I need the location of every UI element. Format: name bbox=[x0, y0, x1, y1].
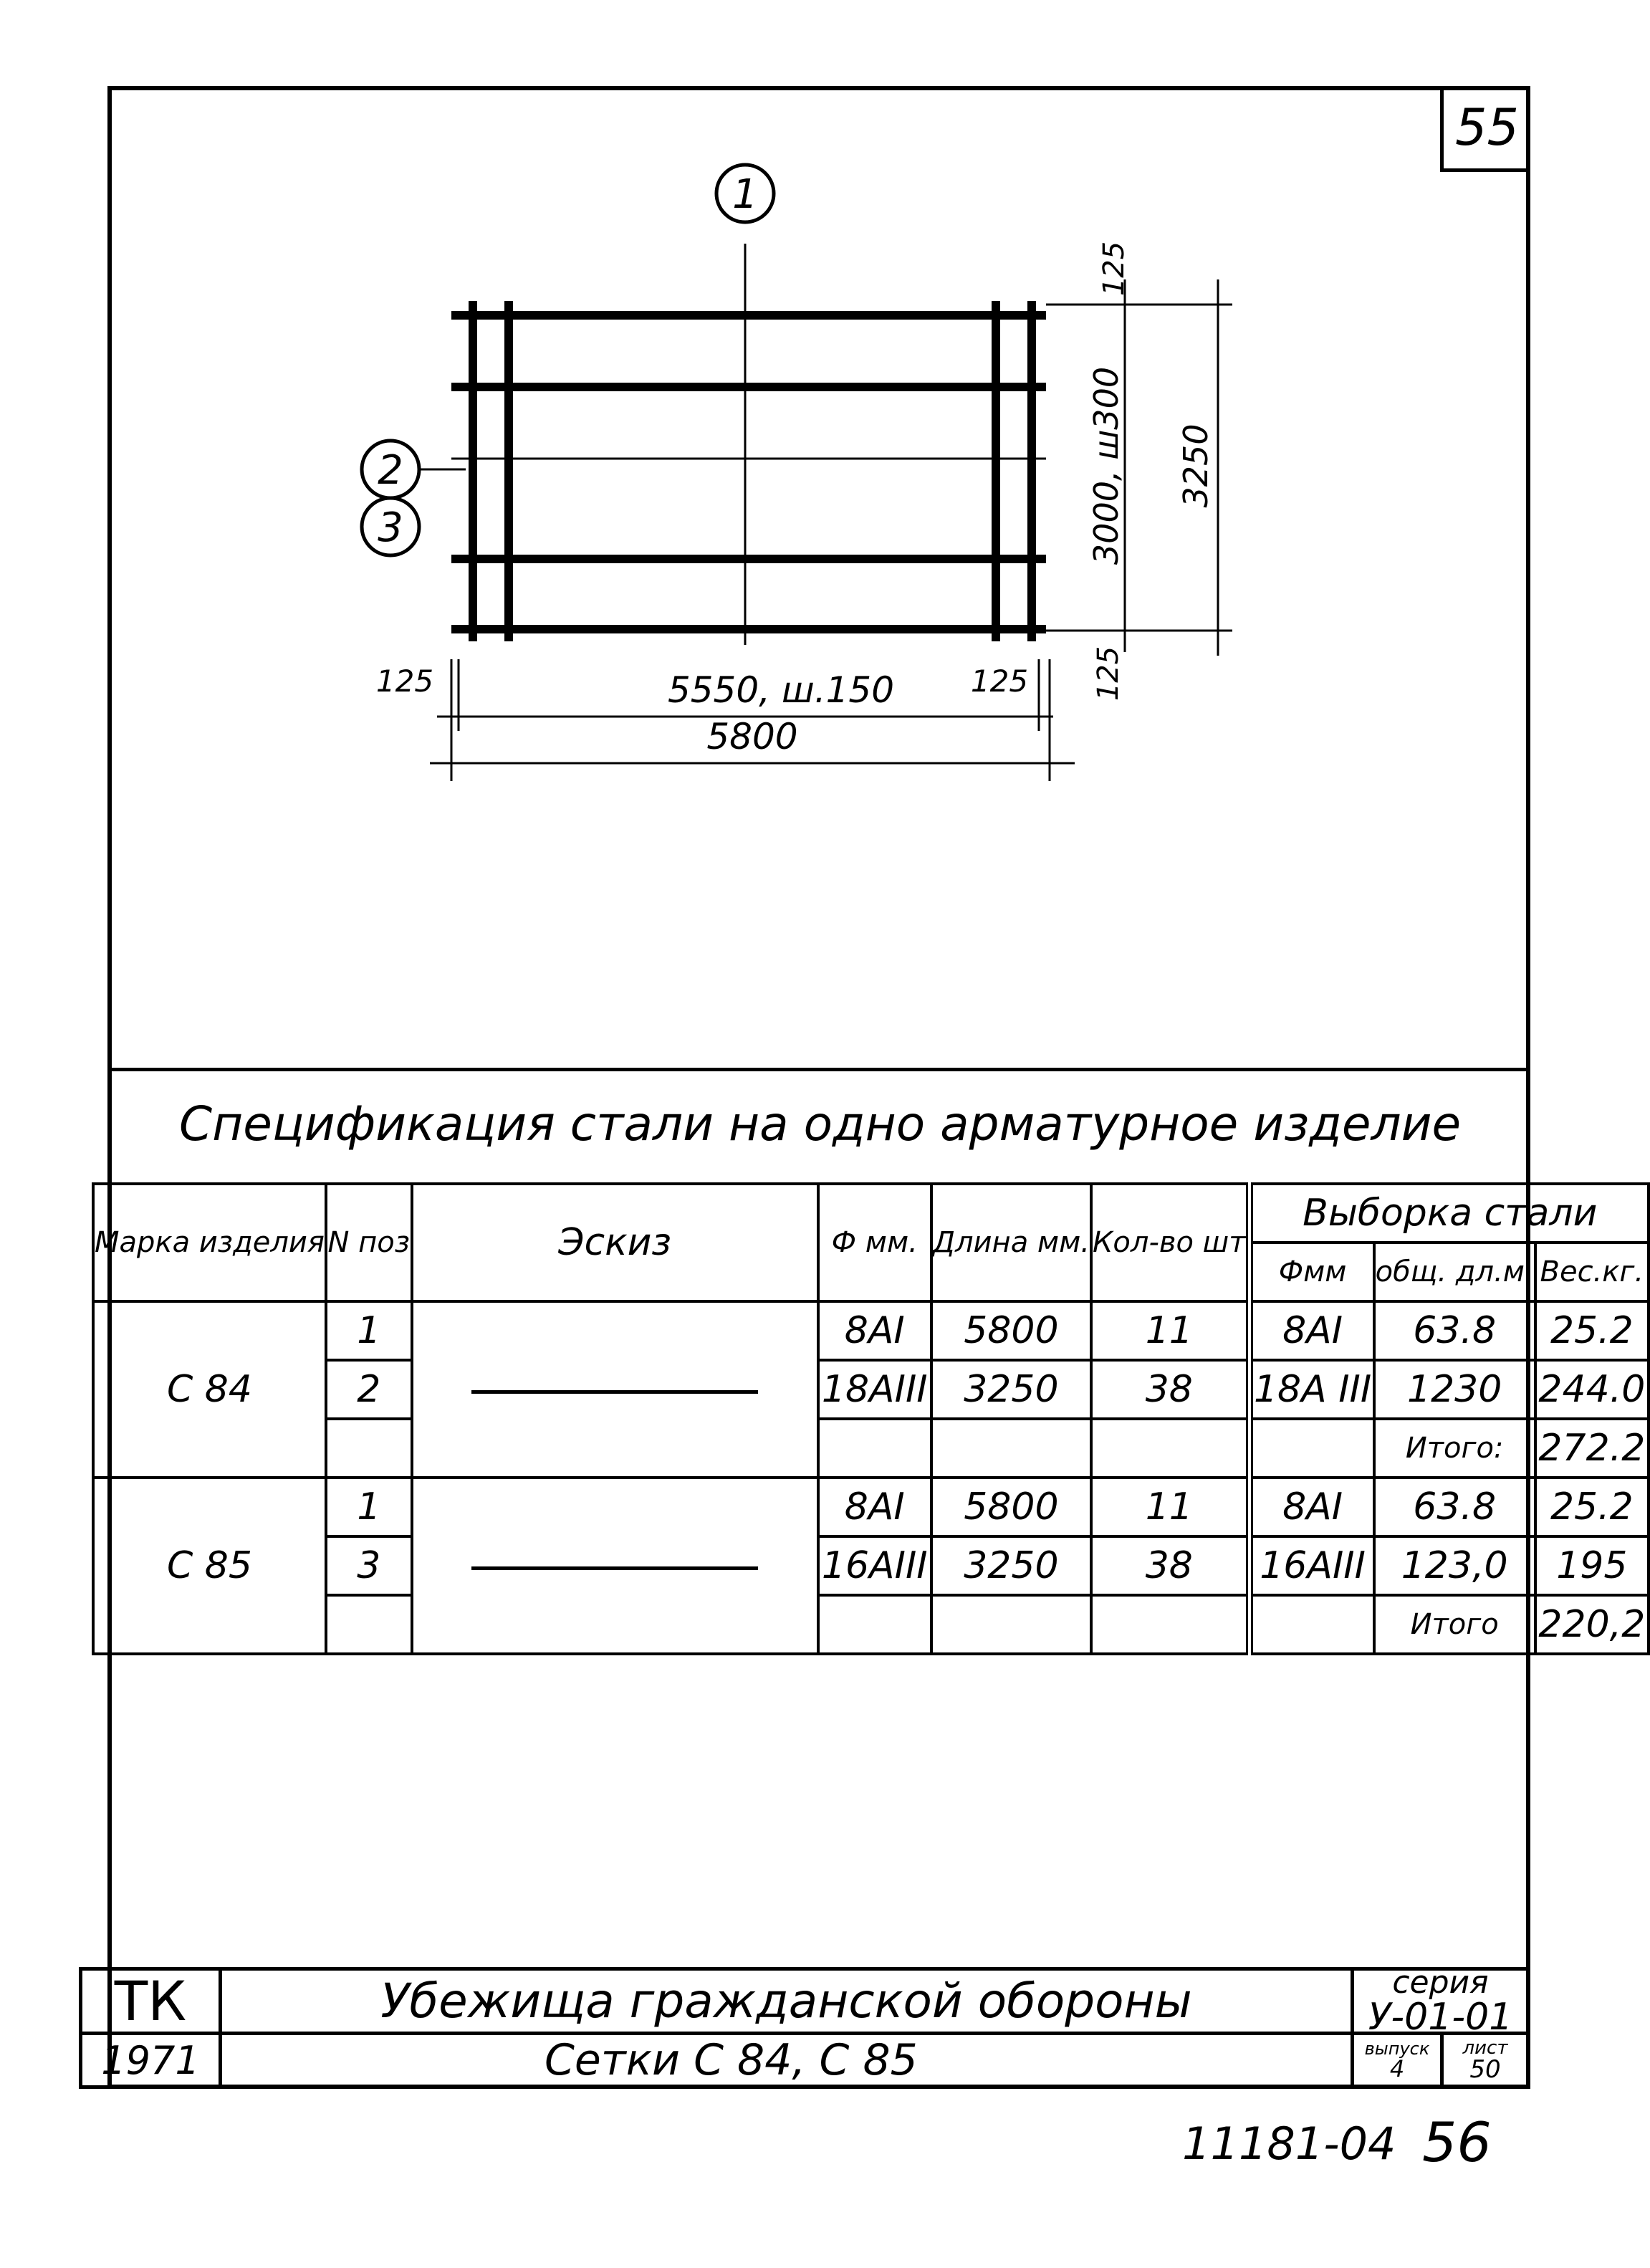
product-mark: С 84 bbox=[93, 1301, 326, 1478]
total-label: Итого bbox=[1374, 1595, 1535, 1654]
total-weight: 272.2 bbox=[1535, 1419, 1649, 1478]
header-mark: Марка изделия bbox=[93, 1184, 326, 1301]
callout-3-label: 3 bbox=[378, 504, 403, 551]
issue-value: 4 bbox=[1389, 2055, 1405, 2082]
issue-cell bbox=[1351, 2032, 1444, 2089]
row-pos: 1 bbox=[326, 1478, 412, 1536]
corner-sheet-number: 55 bbox=[1440, 86, 1530, 172]
product-mark: С 85 bbox=[93, 1478, 326, 1654]
row-length: 5800 bbox=[931, 1301, 1091, 1360]
dim-bottom-offset: 125 bbox=[1092, 646, 1125, 702]
dim-overall-height: 3250 bbox=[1176, 424, 1215, 508]
row-total-len: 63.8 bbox=[1374, 1301, 1535, 1360]
sheet-label: лист bbox=[1462, 2037, 1508, 2059]
row-count: 11 bbox=[1091, 1301, 1250, 1360]
table-row bbox=[93, 1478, 1649, 1536]
row-length: 5800 bbox=[931, 1478, 1091, 1536]
row-weight: 244.0 bbox=[1535, 1360, 1649, 1419]
row-diam: 8AI bbox=[818, 1301, 931, 1360]
header-selection: Выборка стали bbox=[1250, 1184, 1649, 1243]
header-sel-total-len: общ. дл.м. bbox=[1374, 1243, 1535, 1301]
mesh-drawing bbox=[0, 0, 1650, 1039]
row-total-len: 123,0 bbox=[1374, 1536, 1535, 1595]
header-sel-weight: Вес.кг. bbox=[1535, 1243, 1649, 1301]
row-sketch bbox=[412, 1301, 818, 1478]
row-pos: 3 bbox=[326, 1536, 412, 1595]
spec-title: Спецификация стали на одно арматурное изделие bbox=[179, 1096, 1462, 1152]
row-length: 3250 bbox=[931, 1536, 1091, 1595]
row-sketch bbox=[412, 1478, 818, 1654]
project-title: Убежища гражданской обороны bbox=[219, 1967, 1354, 2035]
header-length: Длина мм. bbox=[931, 1184, 1091, 1301]
row-diam: 16AIII bbox=[818, 1536, 931, 1595]
dim-top-offset: 125 bbox=[1098, 241, 1131, 297]
issue-label: выпуск bbox=[1364, 2039, 1430, 2059]
row-count: 11 bbox=[1091, 1478, 1250, 1536]
table-row bbox=[93, 1536, 1649, 1595]
row-count: 38 bbox=[1091, 1360, 1250, 1419]
row-weight: 195 bbox=[1535, 1536, 1649, 1595]
header-count: Кол-во шт bbox=[1091, 1184, 1250, 1301]
sheet-no-value: 50 bbox=[1469, 2055, 1501, 2084]
sheet-no-cell bbox=[1440, 2032, 1530, 2089]
header-diam: Ф мм. bbox=[818, 1184, 931, 1301]
row-diam: 8AI bbox=[818, 1478, 931, 1536]
table-row-total bbox=[93, 1419, 1649, 1478]
doc-code: 11181-04 bbox=[1182, 2118, 1396, 2170]
row-sel-diam: 18A III bbox=[1250, 1360, 1374, 1419]
series-label: серия bbox=[1392, 1963, 1489, 2001]
callout-1-label: 1 bbox=[732, 171, 758, 218]
sheet-title: Сетки С 84, С 85 bbox=[219, 2032, 1354, 2089]
spec-table bbox=[92, 1182, 1650, 1655]
row-diam: 18AIII bbox=[818, 1360, 931, 1419]
row-count: 38 bbox=[1091, 1536, 1250, 1595]
header-sketch: Эскиз bbox=[412, 1184, 818, 1301]
table-row bbox=[93, 1301, 1649, 1360]
row-sel-diam: 16AIII bbox=[1250, 1536, 1374, 1595]
org-code: ТК bbox=[79, 1967, 222, 2035]
title-block bbox=[79, 1963, 1530, 2089]
row-sel-diam: 8AI bbox=[1250, 1478, 1374, 1536]
table-row bbox=[93, 1360, 1649, 1419]
total-weight: 220,2 bbox=[1535, 1595, 1649, 1654]
total-label: Итого: bbox=[1374, 1419, 1535, 1478]
table-row-total bbox=[93, 1595, 1649, 1654]
row-pos: 2 bbox=[326, 1360, 412, 1419]
row-total-len: 63.8 bbox=[1374, 1478, 1535, 1536]
bar-sketch bbox=[471, 1390, 758, 1394]
series-cell bbox=[1351, 1963, 1530, 2039]
year: 1971 bbox=[79, 2032, 222, 2089]
row-weight: 25.2 bbox=[1535, 1478, 1649, 1536]
row-pos: 1 bbox=[326, 1301, 412, 1360]
divider-drawing-spec bbox=[107, 1068, 1530, 1071]
row-total-len: 1230 bbox=[1374, 1360, 1535, 1419]
row-weight: 25.2 bbox=[1535, 1301, 1649, 1360]
page-number: 56 bbox=[1422, 2110, 1492, 2174]
dim-vertical-span: 3000, ш300 bbox=[1087, 366, 1126, 565]
row-sel-diam: 8AI bbox=[1250, 1301, 1374, 1360]
dim-horizontal-span: 5550, ш.150 bbox=[667, 669, 895, 711]
header-sel-diam: Фмм bbox=[1250, 1243, 1374, 1301]
dim-overall-width: 5800 bbox=[706, 716, 798, 757]
header-pos: N поз bbox=[326, 1184, 412, 1301]
dim-right-offset: 125 bbox=[970, 664, 1029, 699]
callout-2-label: 2 bbox=[378, 447, 403, 494]
series-value: У-01-01 bbox=[1368, 1995, 1513, 2039]
row-length: 3250 bbox=[931, 1360, 1091, 1419]
dim-left-offset: 125 bbox=[375, 664, 434, 699]
bar-sketch bbox=[471, 1566, 758, 1570]
